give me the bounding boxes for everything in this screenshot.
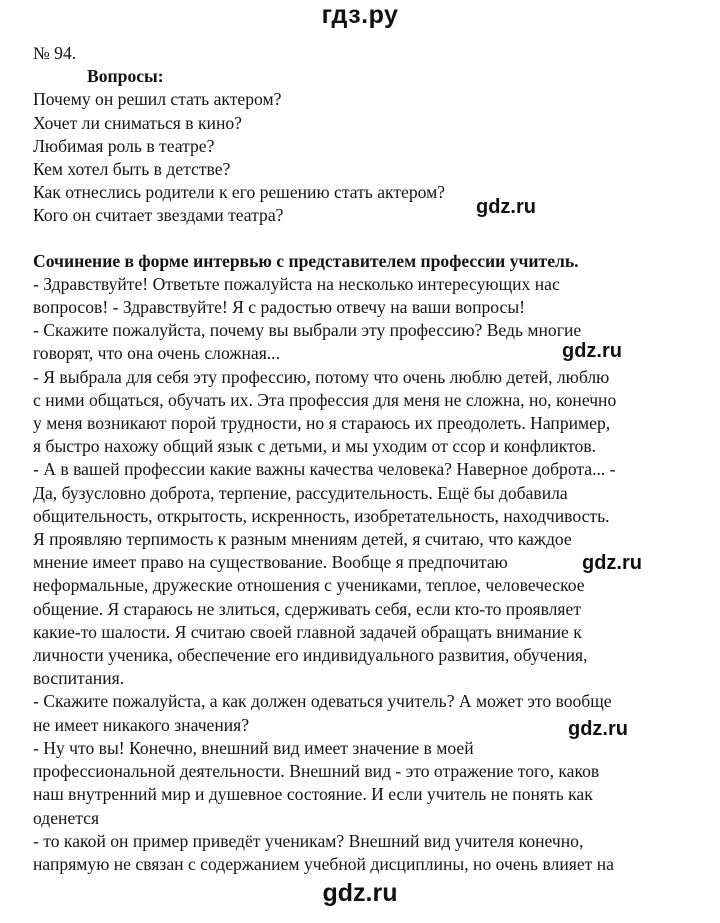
essay-line: мнение имеет право на существование. Вообще я предпочитаю	[33, 552, 508, 573]
watermark: gdz.ru	[476, 196, 536, 218]
essay-line: - Ну что вы! Конечно, внешний вид имеет значение в моей	[33, 737, 474, 758]
essay-line: - Здравствуйте! Ответьте пожалуйста на несколько интересующих нас	[33, 273, 560, 294]
essay-line: говорят, что она очень сложная...	[33, 343, 280, 364]
essay-line: - Я выбрала для себя эту профессию, потому что очень люблю детей, люблю	[33, 366, 610, 387]
essay-line: не имеет никакого значения?	[33, 714, 250, 735]
site-footer: gdz.ru	[322, 879, 398, 907]
essay-heading: Сочинение в форме интервью с представителем профессии учитель.	[33, 250, 579, 271]
question-line: Хочет ли сниматься в кино?	[33, 112, 242, 133]
essay-line: - то какой он пример приведёт ученикам? Внешний вид учителя конечно,	[33, 830, 584, 851]
essay-line: общение. Я стараюсь не злиться, сдерживать себя, если кто-то проявляет	[33, 598, 582, 619]
essay-line: с ними общаться, обучать их. Эта профессия для меня не сложна, но, конечно	[33, 389, 617, 410]
watermark: gdz.ru	[562, 340, 622, 362]
site-header: гдз.ру	[321, 1, 399, 29]
essay-line: общительность, открытость, искренность, изобретательность, находчивость.	[33, 505, 610, 526]
document-body	[33, 42, 701, 876]
essay-line: - А в вашей профессии какие важны качества человека? Наверное доброта... -	[33, 459, 616, 480]
essay-line: Да, бузусловно доброта, терпение, рассудительность. Ещё бы добавила	[33, 482, 568, 503]
question-line: Как отнеслись родители к его решению стать актером?	[33, 182, 446, 203]
essay-line: у меня возникают порой трудности, но я стараюсь их преодолеть. Например,	[33, 413, 611, 434]
watermark: gdz.ru	[568, 718, 628, 740]
essay-line: неформальные, дружеские отношения с учениками, теплое, человеческое	[33, 575, 585, 596]
essay-line: напрямую не связан с содержанием учебной дисциплины, но очень влияет на	[33, 853, 614, 874]
essay-line: оденется	[33, 807, 100, 828]
question-line: Кем хотел быть в детстве?	[33, 159, 231, 180]
essay-line: - Скажите пожалуйста, почему вы выбрали эту профессию? Ведь многие	[33, 320, 582, 341]
essay-line: личности ученика, обеспечение его индивидуального развития, обучения,	[33, 645, 588, 666]
essay-line: воспитания.	[33, 668, 125, 689]
essay-line: какие-то шалости. Я считаю своей главной задачей обращать внимание к	[33, 621, 582, 642]
essay-line: вопросов! - Здравствуйте! Я с радостью отвечу на ваши вопросы!	[33, 297, 526, 318]
question-line: Почему он решил стать актером?	[33, 89, 282, 110]
essay-line: я быстро нахожу общий язык с детьми, и мы уходим от ссор и конфликтов.	[33, 436, 597, 457]
question-line: Кого он считает звездами театра?	[33, 205, 284, 226]
essay-line: профессиональной деятельности. Внешний вид - это отражение того, каков	[33, 761, 600, 782]
questions-heading: Вопросы:	[87, 66, 164, 87]
watermark: gdz.ru	[582, 552, 642, 574]
section-gap	[33, 228, 701, 250]
essay-line: наш внутренний мир и душевное состояние. И если учитель не понять как	[33, 784, 593, 805]
question-line: Любимая роль в театре?	[33, 135, 215, 156]
essay-line: Я проявляю терпимость к разным мнениям детей, я считаю, что каждое	[33, 529, 572, 550]
exercise-number: № 94.	[33, 43, 77, 63]
essay-line: - Скажите пожалуйста, а как должен одеваться учитель? А может это вообще	[33, 691, 612, 712]
